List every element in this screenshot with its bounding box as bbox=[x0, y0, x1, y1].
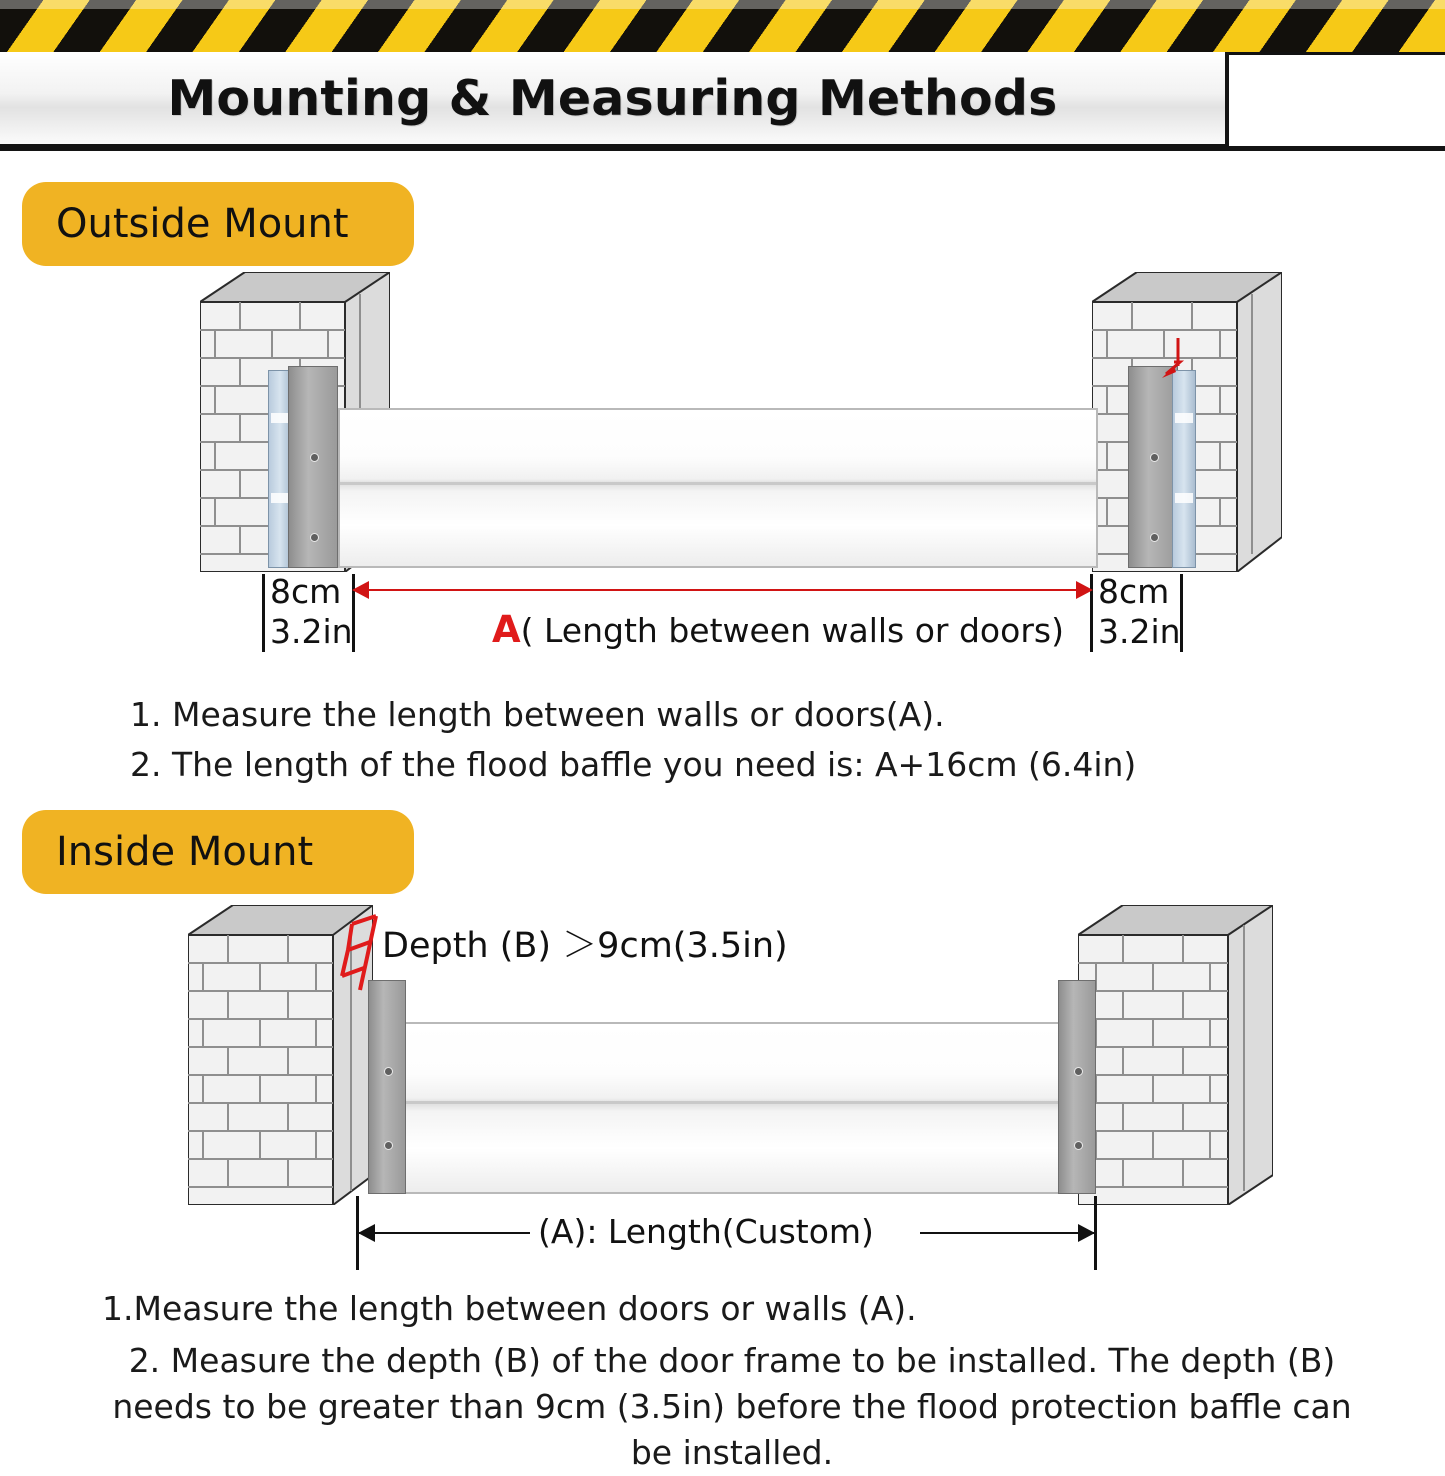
dim-span-caption-outside bbox=[492, 608, 1064, 651]
mounting-bracket-left-outside bbox=[288, 366, 338, 568]
dim-arrow-span-outside bbox=[366, 589, 1078, 591]
outside-note-2: 2. The length of the flood baffle you need is: A+16cm (6.4in) bbox=[130, 745, 1137, 784]
section-tag-inside-label: Inside Mount bbox=[56, 829, 314, 875]
dim-arrow-right-inside bbox=[920, 1232, 1094, 1234]
hazard-stripe-icon bbox=[0, 0, 1445, 55]
dim-arrow-head-right-outside bbox=[1076, 581, 1093, 599]
brick-pillar-right-inside bbox=[1078, 905, 1273, 1205]
mounting-bracket-left-inside bbox=[368, 980, 406, 1194]
dim-arrow-left-inside bbox=[358, 1232, 530, 1234]
header-banner bbox=[0, 0, 1445, 152]
mounting-bracket-right-inside bbox=[1058, 980, 1096, 1194]
dim-right-overlap-in: 3.2in bbox=[1098, 612, 1181, 651]
title-plate bbox=[0, 52, 1229, 148]
dim-left-overlap-in: 3.2in bbox=[270, 612, 353, 651]
gasket-right-outside bbox=[1172, 370, 1196, 568]
dim-span-label: ( Length between walls or doors) bbox=[520, 611, 1064, 650]
red-arrow-marker-outside bbox=[1156, 336, 1196, 382]
depth-label-inside: Depth (B) ＞9cm(3.5in) bbox=[382, 926, 788, 966]
page-title: Mounting & Measuring Methods bbox=[167, 69, 1058, 127]
dim-arrow-head-left-inside bbox=[358, 1224, 375, 1242]
dim-right-overlap-cm: 8cm bbox=[1098, 572, 1170, 611]
dim-tick-left-outer bbox=[262, 574, 265, 652]
inside-note-1: 1.Measure the length between doors or walls (A). bbox=[102, 1289, 917, 1328]
outside-note-1: 1. Measure the length between walls or doors(A). bbox=[130, 695, 945, 734]
mounting-bracket-right-outside bbox=[1128, 366, 1178, 568]
dim-left-overlap-cm: 8cm bbox=[270, 572, 342, 611]
header-divider bbox=[0, 146, 1445, 151]
flood-baffle-outside bbox=[338, 408, 1098, 568]
section-tag-inside-mount bbox=[22, 810, 414, 894]
section-tag-outside-label: Outside Mount bbox=[56, 201, 349, 247]
inside-note-2: 2. Measure the depth (B) of the door frame to be installed. The depth (B) needs to be greater than 9cm (3.5in) before the flood protection baffle can be installed. bbox=[112, 1341, 1352, 1472]
section-tag-outside-mount bbox=[22, 182, 414, 266]
dim-arrow-head-left-outside bbox=[352, 581, 369, 599]
dim-span-letter: A bbox=[492, 608, 521, 651]
dim-arrow-head-right-inside bbox=[1078, 1224, 1095, 1242]
flood-baffle-inside bbox=[400, 1022, 1060, 1194]
dim-span-label-inside: (A): Length(Custom) bbox=[538, 1212, 874, 1251]
